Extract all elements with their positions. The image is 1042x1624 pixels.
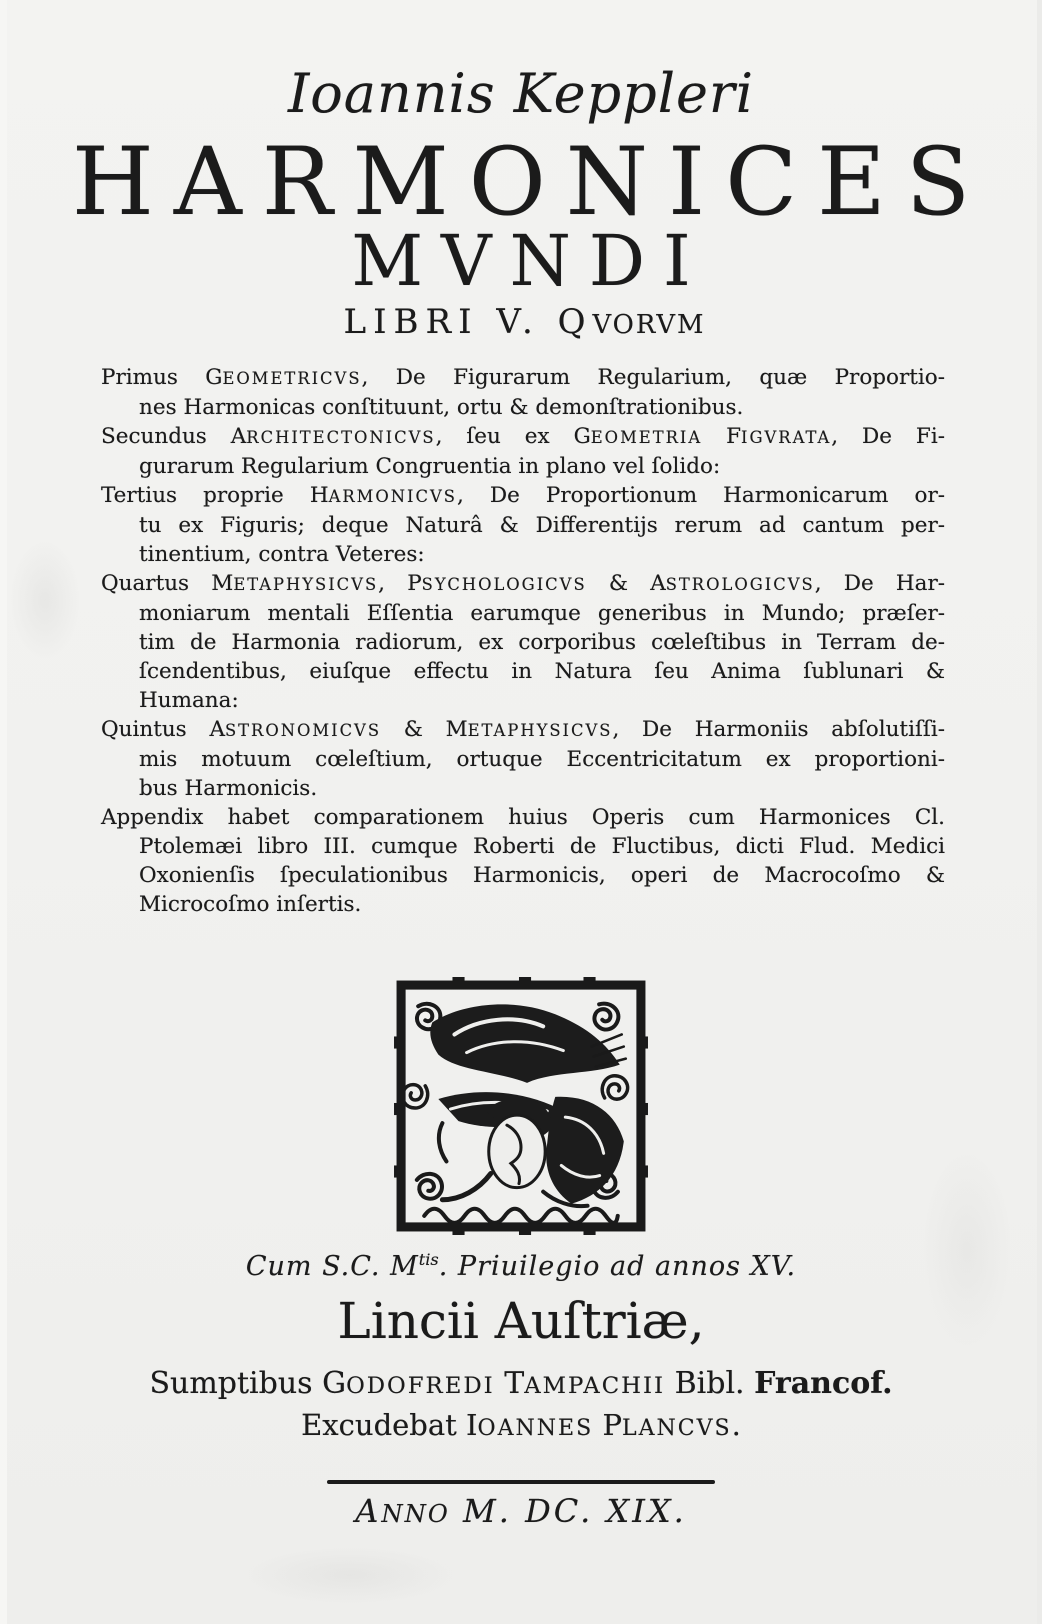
book-line: Microcoſmo inſertis. [139, 892, 362, 917]
book-line: bus Harmonicis. [139, 776, 318, 801]
book-entry [101, 569, 945, 715]
book-line: Ptolemæi libro III. cumque Roberti de Fluctibus, dicti Flud. Medici [139, 834, 945, 859]
privilege-line: Cum S.C. $M^{tis}$. Priuilegio ad annos XV. [245, 1250, 797, 1282]
book-entry [101, 481, 945, 569]
book-line: tu ex Figuris; deque Naturâ & Differentijs rerum ad cantum per- [139, 513, 945, 538]
book-line: gurarum Regularium Congruentia in plano vel ſolido: [139, 454, 721, 479]
main-title-second-word: MVNDI [351, 220, 709, 302]
scan-artifact [240, 1545, 460, 1605]
book-entry [101, 422, 945, 481]
book-entry [101, 715, 945, 803]
book-entry [101, 803, 945, 919]
imprint-place: Lincii Auſtriæ, [337, 1292, 705, 1350]
book-line: Appendix habet comparationem huius Operis cum Harmonices Cl. [101, 805, 945, 830]
book-line: Primus GEOMETRICVS, De Figurarum Regularium, quæ Proportio- [101, 365, 945, 390]
book-line: Oxonienſis ſpeculationibus Harmonicis, operi de Macrocoſmo & [139, 863, 945, 888]
printer-ornament-emblem [394, 976, 648, 1236]
imprint-printer: Excudebat IOANNES PLANCVS. [301, 1408, 741, 1442]
books-subtitle: LIBRI V. QVORVM [343, 302, 706, 342]
book-line: Quartus METAPHYSICVS, PSYCHOLOGICVS & ASTROLOGICVS, De Har- [101, 571, 945, 596]
main-title: HARMONICES [71, 128, 991, 237]
imprint-year: ANNO M. DC. XIX. [355, 1492, 687, 1530]
book-line: ſcendentibus, eiuſque effectu in Natura ſeu Anima ſublunari & [139, 659, 945, 684]
book-line: nes Harmonicas conſtituunt, ortu & demonſtrationibus. [139, 395, 744, 420]
superscript: tis [418, 1250, 439, 1269]
book-list [101, 363, 945, 919]
book-line: tinentium, contra Veteres: [139, 542, 425, 567]
book-line: mis motuum cœleſtium, ortuque Eccentricitatum ex proportioni- [139, 747, 945, 772]
book-line: Quintus ASTRONOMICVS & METAPHYSICVS, De Harmoniis abſolutiſſi- [101, 717, 945, 742]
divider-rule [327, 1480, 715, 1484]
scan-artifact [10, 540, 80, 660]
woodcut-emblem-icon [394, 976, 648, 1236]
author-line: Ioannis Keppleri [287, 62, 755, 125]
book-line: Humana: [139, 688, 239, 713]
book-line: Tertius proprie HARMONICVS, De Proportionum Harmonicarum or- [101, 483, 945, 508]
book-line: moniarum mentali Eſſentia earumque generibus in Mundo; præſer- [139, 601, 945, 626]
book-entry [101, 363, 945, 422]
book-line: Secundus ARCHITECTONICVS, ſeu ex GEOMETRIA FIGVRATA, De Fi- [101, 424, 945, 449]
book-line: tim de Harmonia radiorum, ex corporibus cœleſtibus in Terram de- [139, 630, 945, 655]
imprint-publisher: Sumptibus GODOFREDI TAMPACHII Bibl. Francof. [149, 1366, 893, 1401]
